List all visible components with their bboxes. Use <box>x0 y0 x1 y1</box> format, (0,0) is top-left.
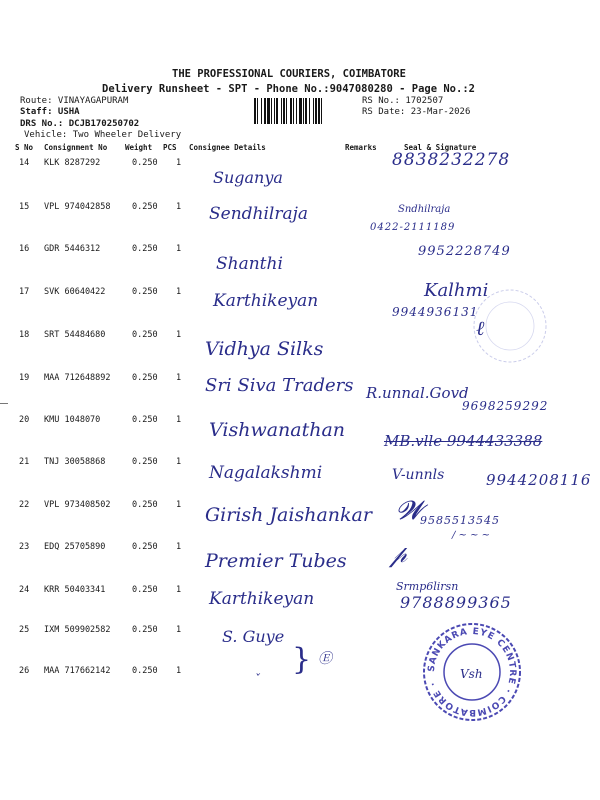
signature-scribble-21: V-unnls <box>392 467 445 483</box>
row-signature-handwriting: 9585513545 <box>420 514 500 527</box>
row-pcs: 1 <box>176 244 182 254</box>
row-weight: 0.250 <box>132 202 158 212</box>
row-sno: 17 <box>19 287 30 297</box>
row-consignment: EDQ 25705890 <box>44 542 106 552</box>
signature-scribble-20: MB.vlle 9944433388 <box>384 432 543 450</box>
row-consignee-handwriting: Premier Tubes <box>205 550 347 572</box>
row-pcs: 1 <box>176 330 182 340</box>
signature-scribble-15: Sndhilraja <box>398 204 451 215</box>
tick-mark: ˇ <box>254 672 260 686</box>
row-pcs: 1 <box>176 457 182 467</box>
row-consignment: MAA 717662142 <box>44 666 111 676</box>
signature-scribble-22: 𝓦 <box>396 496 424 526</box>
col-weight: Weight <box>125 143 153 152</box>
row-pcs: 1 <box>176 585 182 595</box>
eye-centre-seal <box>420 620 524 724</box>
row-pcs: 1 <box>176 542 182 552</box>
row-signature-handwriting: 8838232278 <box>392 150 511 170</box>
row-consignee-handwriting: Karthikeyan <box>213 291 319 311</box>
staff-label: Staff: USHA <box>20 107 80 117</box>
row-consignee-handwriting: S. Guye <box>222 627 285 646</box>
barcode-image <box>254 98 354 124</box>
row-consignee-handwriting: Sendhilraja <box>209 204 309 224</box>
faint-stamp <box>468 286 554 368</box>
col-sno: S No <box>15 143 34 152</box>
signature-mark-18: ℓ <box>476 316 485 340</box>
row-consignee-handwriting: Suganya <box>213 168 283 187</box>
row-weight: 0.250 <box>132 542 158 552</box>
row-consignment: VPL 973408502 <box>44 500 111 510</box>
signature-scribble-17: Kalhmi <box>424 280 489 301</box>
row-consignee-handwriting: Karthikeyan <box>209 589 315 609</box>
svg-text:Vsh: Vsh <box>460 667 483 681</box>
col-remarks: Remarks <box>345 143 377 152</box>
col-pcs: PCS <box>163 143 177 152</box>
signature-scribble-23b: ∕ ~ ~ ~ <box>452 530 491 541</box>
row-pcs: 1 <box>176 415 182 425</box>
row-weight: 0.250 <box>132 244 158 254</box>
col-consignment: Consignment No <box>44 143 108 152</box>
row-consignment: IXM 509902582 <box>44 625 111 635</box>
row-weight: 0.250 <box>132 287 158 297</box>
row-signature-handwriting: 9952228749 <box>418 244 511 259</box>
row-pcs: 1 <box>176 287 182 297</box>
row-consignment: KLK 8287292 <box>44 158 101 168</box>
row-sno: 15 <box>19 202 30 212</box>
route-label: Route: VINAYAGAPURAM <box>20 96 129 106</box>
row-consignee-handwriting: Vishwanathan <box>209 419 346 441</box>
runsheet-subtitle: Delivery Runsheet - SPT - Phone No.:9047080280 - Page No.:2 <box>102 83 475 95</box>
row-weight: 0.250 <box>132 330 158 340</box>
rs-date: RS Date: 23-Mar-2026 <box>362 107 471 117</box>
row-consignment: SRT 54484680 <box>44 330 106 340</box>
row-consignee-handwriting: Nagalakshmi <box>209 463 323 483</box>
svg-text:SANKARA EYE CENTRE · COIMBATOR: SANKARA EYE CENTRE · COIMBATORE · <box>426 626 518 718</box>
drs-number: DRS No.: DCJB170250702 <box>20 119 140 129</box>
row-signature-handwriting: 9788899365 <box>400 593 512 612</box>
rs-number: RS No.: 1702507 <box>362 96 444 106</box>
signature-scribble-23: 𝓅 <box>390 540 408 568</box>
page-edge-mark <box>0 403 8 410</box>
row-consignment: GDR 5446312 <box>44 244 101 254</box>
row-pcs: 1 <box>176 666 182 676</box>
row-weight: 0.250 <box>132 415 158 425</box>
row-pcs: 1 <box>176 373 182 383</box>
company-title: THE PROFESSIONAL COURIERS, COIMBATORE <box>172 68 406 80</box>
row-pcs: 1 <box>176 202 182 212</box>
row-sno: 26 <box>19 666 30 676</box>
row-consignment: KMU 1048070 <box>44 415 101 425</box>
row-sno: 23 <box>19 542 30 552</box>
row-consignee-handwriting: Sri Siva Traders <box>205 375 354 396</box>
row-consignee-handwriting: Girish Jaishankar <box>205 504 372 526</box>
col-seal-signature: Seal & Signature <box>404 143 477 152</box>
row-sno: 22 <box>19 500 30 510</box>
row-consignee-handwriting: Vidhya Silks <box>205 338 324 360</box>
row-weight: 0.250 <box>132 373 158 383</box>
row-pcs: 1 <box>176 625 182 635</box>
row-signature-handwriting: 9944936131 <box>392 305 479 319</box>
signature-scribble-19: R.unnal.Govd <box>366 384 469 402</box>
row-consignment: VPL 974042858 <box>44 202 111 212</box>
col-consignee: Consignee Details <box>189 143 266 152</box>
row-weight: 0.250 <box>132 666 158 676</box>
row-sno: 18 <box>19 330 30 340</box>
row-weight: 0.250 <box>132 585 158 595</box>
signature-scribble-25: Ⓔ <box>318 651 332 667</box>
row-consignment: KRR 50403341 <box>44 585 106 595</box>
row-sno: 16 <box>19 244 30 254</box>
row-weight: 0.250 <box>132 158 158 168</box>
row-pcs: 1 <box>176 500 182 510</box>
row-sno: 21 <box>19 457 30 467</box>
row-consignment: SVK 60640422 <box>44 287 106 297</box>
row-signature-handwriting: 9944208116 <box>486 471 592 489</box>
row-consignee-handwriting: Shanthi <box>216 254 283 274</box>
row-sno: 20 <box>19 415 30 425</box>
row-sno: 19 <box>19 373 30 383</box>
row-consignment: MAA 712648892 <box>44 373 111 383</box>
row-weight: 0.250 <box>132 457 158 467</box>
row-sno: 14 <box>19 158 30 168</box>
row-pcs: 1 <box>176 158 182 168</box>
bracket-mark: } <box>292 642 312 677</box>
row-weight: 0.250 <box>132 625 158 635</box>
row-signature-handwriting: 9698259292 <box>462 399 549 413</box>
row-weight: 0.250 <box>132 500 158 510</box>
row-sno: 24 <box>19 585 30 595</box>
row-sno: 25 <box>19 625 30 635</box>
row-signature-handwriting: 0422-2111189 <box>370 222 456 233</box>
vehicle-label: Vehicle: Two Wheeler Delivery <box>24 130 182 140</box>
signature-scribble-24: Srmp6lirsn <box>396 580 459 593</box>
row-consignment: TNJ 30058868 <box>44 457 106 467</box>
